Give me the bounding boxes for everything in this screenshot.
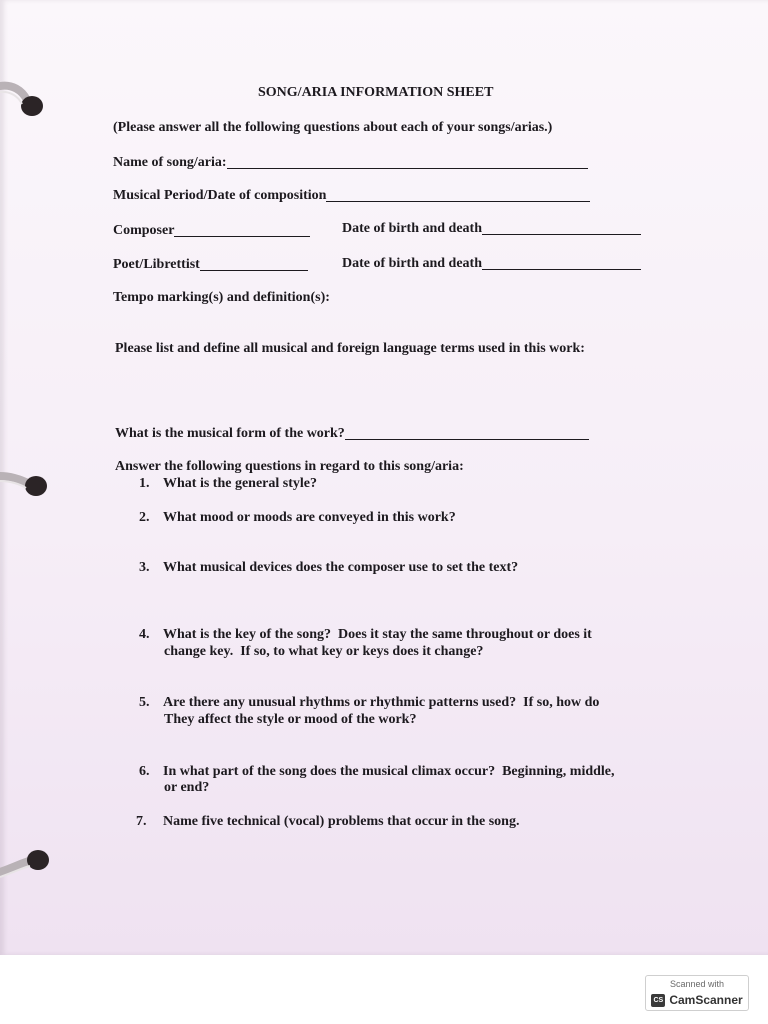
question-number: 2. — [139, 510, 150, 525]
question-text: What mood or moods are conveyed in this work? — [163, 510, 456, 525]
period-blank — [326, 188, 590, 202]
binder-ring-middle — [0, 464, 52, 504]
camscanner-badge — [645, 975, 749, 1011]
composer-dates-label: Date of birth and death — [342, 221, 483, 236]
question-text: What is the general style? — [163, 476, 317, 491]
question-text-continued: change key. If so, to what key or keys does it change? — [164, 644, 484, 659]
tempo-label: Tempo marking(s) and definition(s): — [113, 290, 330, 305]
question-number: 7. — [136, 814, 147, 829]
page-title: SONG/ARIA INFORMATION SHEET — [258, 85, 494, 100]
question-number: 5. — [139, 695, 150, 710]
form-label: What is the musical form of the work? — [115, 426, 345, 441]
instructions: (Please answer all the following questions about each of your songs/arias.) — [113, 120, 553, 135]
song-name-field — [113, 155, 588, 171]
composer-dates-blank — [482, 221, 641, 235]
question-number: 3. — [139, 560, 150, 575]
binder-ring-bottom — [0, 842, 54, 886]
question-text: Are there any unusual rhythms or rhythmic patterns used? If so, how do — [163, 695, 600, 710]
composer-field — [113, 223, 310, 239]
question-text: What musical devices does the composer use to set the text? — [163, 560, 519, 575]
questions-intro: Answer the following questions in regard to this song/aria: — [115, 459, 464, 474]
form-field — [115, 426, 589, 442]
question-text: Name five technical (vocal) problems that occur in the song. — [163, 814, 520, 829]
librettist-dates-field — [342, 256, 641, 272]
librettist-dates-label: Date of birth and death — [342, 256, 483, 271]
question-number: 1. — [139, 476, 150, 491]
song-name-blank — [227, 155, 588, 169]
binder-ring-top — [0, 80, 50, 124]
question-text: In what part of the song does the musical climax occur? Beginning, middle, — [163, 764, 615, 779]
question-text-continued: or end? — [164, 780, 210, 795]
badge-brand-row — [646, 993, 748, 1007]
composer-dates-field — [342, 221, 641, 237]
composer-blank — [174, 223, 310, 237]
question-number: 4. — [139, 627, 150, 642]
librettist-field — [113, 257, 308, 273]
question-number: 6. — [139, 764, 150, 779]
camscanner-logo-icon: CS — [651, 994, 665, 1007]
period-field — [113, 188, 590, 204]
period-label: Musical Period/Date of composition — [113, 188, 327, 203]
librettist-dates-blank — [482, 256, 641, 270]
terms-prompt: Please list and define all musical and foreign language terms used in this work: — [115, 341, 585, 356]
question-text-continued: They affect the style or mood of the work? — [164, 712, 417, 727]
librettist-blank — [200, 257, 308, 271]
librettist-label: Poet/Librettist — [113, 257, 200, 272]
badge-caption: Scanned with — [669, 979, 725, 989]
composer-label: Composer — [113, 223, 175, 238]
question-text: What is the key of the song? Does it stay the same throughout or does it — [163, 627, 592, 642]
badge-brand: CamScanner — [669, 993, 743, 1007]
song-name-label: Name of song/aria: — [113, 155, 227, 170]
form-blank — [345, 426, 589, 440]
